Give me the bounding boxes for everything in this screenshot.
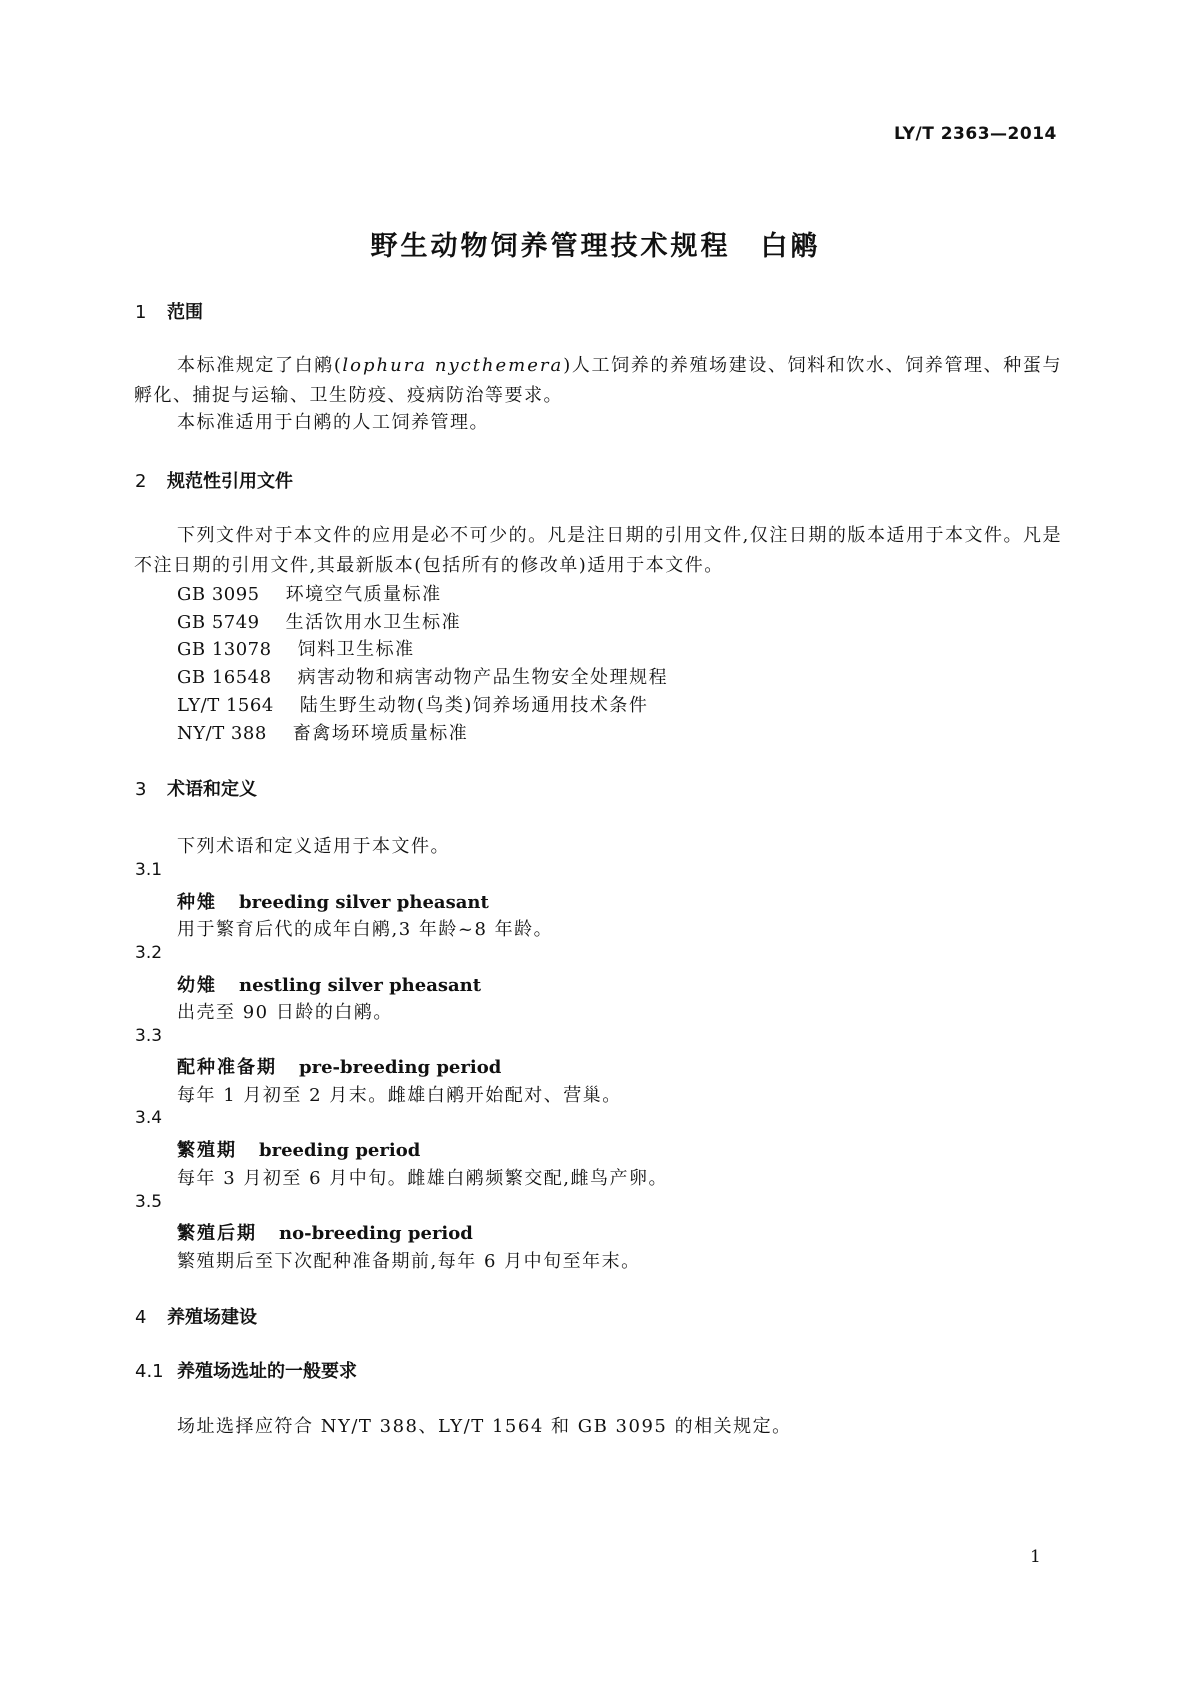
term-en: no-breeding period	[279, 1223, 473, 1244]
term-definition: 出壳至 90 日龄的白鹇。	[177, 1002, 393, 1023]
term-number: 3.5	[135, 1192, 163, 1212]
subsection-title: 养殖场选址的一般要求	[177, 1361, 357, 1382]
reference-title: 环境空气质量标准	[285, 584, 442, 605]
reference-item	[177, 608, 461, 634]
term-heading	[177, 1053, 501, 1079]
term-en: nestling silver pheasant	[239, 975, 482, 996]
term-definition: 每年 3 月初至 6 月中旬。雌雄白鹇频繁交配,雌鸟产卵。	[177, 1168, 669, 1189]
section-number: 2	[135, 471, 147, 492]
reference-code: GB 13078	[177, 639, 272, 660]
reference-item	[177, 691, 648, 717]
term-number: 3.1	[135, 860, 163, 880]
scope-text-after: )人工饲养的养殖场建设、饲料和饮水、饲养管理、种蛋与孵化、捕捉与运输、卫生防疫、疫病防治等要求。	[134, 355, 1062, 406]
reference-title: 生活饮用水卫生标准	[285, 612, 462, 633]
reference-item	[177, 719, 468, 745]
scope-paragraph-1	[134, 351, 1062, 411]
term-en: breeding period	[259, 1140, 421, 1161]
section-4-heading	[135, 1303, 257, 1329]
scope-paragraph-2: 本标准适用于白鹇的人工饲养管理。	[177, 412, 489, 433]
section-number: 4	[135, 1307, 147, 1328]
term-heading	[177, 1219, 473, 1245]
title-main: 野生动物饲养管理技术规程	[370, 231, 731, 262]
document-title	[0, 224, 1191, 263]
term-number: 3.4	[135, 1108, 163, 1128]
section-number: 3	[135, 779, 147, 800]
term-zh: 种雉	[177, 892, 217, 913]
reference-title: 病害动物和病害动物产品生物安全处理规程	[297, 667, 669, 688]
reference-code: GB 16548	[177, 667, 272, 688]
reference-code: GB 5749	[177, 612, 260, 633]
term-zh: 配种准备期	[177, 1057, 277, 1078]
standard-code: LY/T 2363—2014	[894, 124, 1057, 144]
term-number: 3.3	[135, 1026, 163, 1046]
latin-name: lophura nycthemera	[342, 355, 564, 376]
page-number: 1	[1030, 1547, 1041, 1567]
reference-code: LY/T 1564	[177, 695, 274, 716]
reference-title: 陆生野生动物(鸟类)饲养场通用技术条件	[299, 695, 649, 716]
scope-text-before: 本标准规定了白鹇(	[177, 355, 343, 376]
references-intro: 下列文件对于本文件的应用是必不可少的。凡是注日期的引用文件,仅注日期的版本适用于本文件。凡是不注日期的引用文件,其最新版本(包括所有的修改单)适用于本文件。	[134, 525, 1062, 576]
section-title: 养殖场建设	[167, 1307, 257, 1328]
terms-intro: 下列术语和定义适用于本文件。	[177, 836, 450, 857]
subsection-number: 4.1	[135, 1361, 164, 1382]
section-2-heading	[135, 467, 293, 493]
term-heading	[177, 888, 489, 914]
reference-item	[177, 663, 668, 689]
term-heading	[177, 971, 481, 997]
reference-code: GB 3095	[177, 584, 260, 605]
subsection-4-1-heading	[135, 1357, 357, 1383]
reference-title: 畜禽场环境质量标准	[292, 723, 469, 744]
term-zh: 幼雉	[177, 975, 217, 996]
term-definition: 每年 1 月初至 2 月末。雌雄白鹇开始配对、营巢。	[177, 1085, 622, 1106]
title-species: 白鹇	[760, 231, 821, 262]
section-title: 术语和定义	[167, 779, 257, 800]
reference-title: 饲料卫生标准	[297, 639, 415, 660]
section-title: 范围	[167, 302, 203, 323]
section-1-heading	[135, 298, 203, 324]
term-definition: 繁殖期后至下次配种准备期前,每年 6 月中旬至年末。	[177, 1251, 641, 1272]
reference-code: NY/T 388	[177, 723, 267, 744]
reference-item	[177, 580, 442, 606]
term-zh: 繁殖期	[177, 1140, 237, 1161]
section-title: 规范性引用文件	[167, 471, 293, 492]
section-3-heading	[135, 775, 257, 801]
site-selection-text: 场址选择应符合 NY/T 388、LY/T 1564 和 GB 3095 的相关规定。	[177, 1416, 792, 1437]
reference-item	[177, 635, 415, 661]
term-en: breeding silver pheasant	[239, 892, 489, 913]
term-definition: 用于繁育后代的成年白鹇,3 年龄~8 年龄。	[177, 919, 554, 940]
term-heading	[177, 1136, 420, 1162]
term-zh: 繁殖后期	[177, 1223, 257, 1244]
term-number: 3.2	[135, 943, 163, 963]
term-en: pre-breeding period	[299, 1057, 502, 1078]
section-number: 1	[135, 302, 147, 323]
